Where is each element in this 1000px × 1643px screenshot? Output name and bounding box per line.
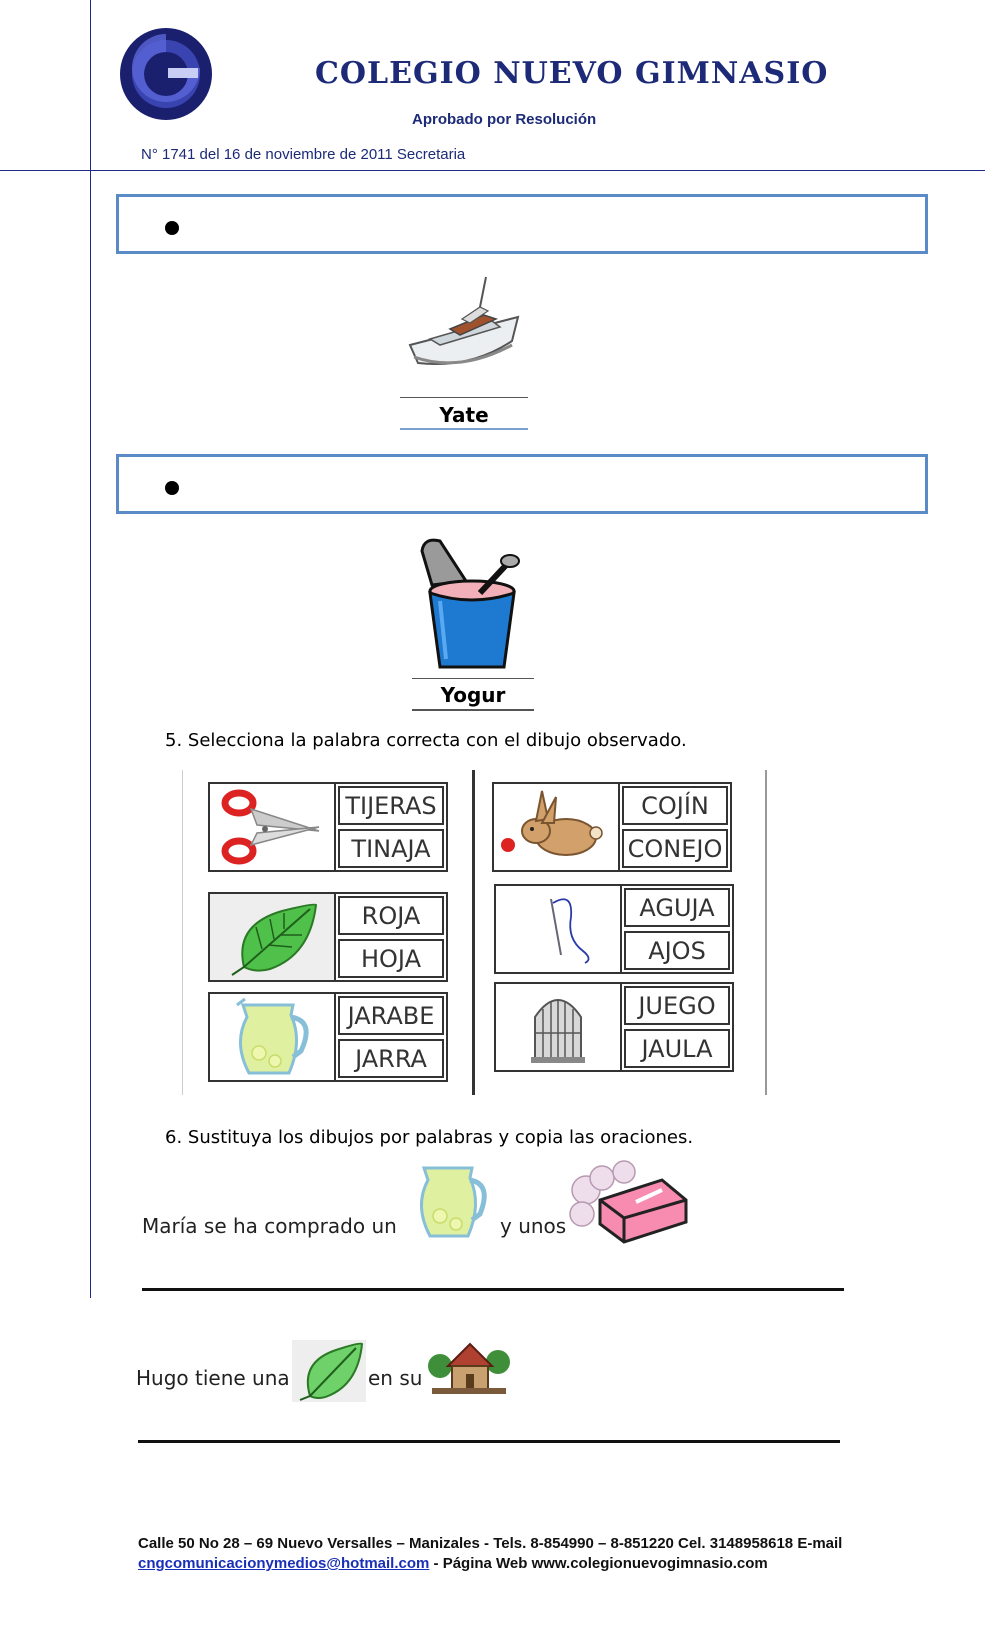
- word-option[interactable]: JARABE: [338, 996, 444, 1035]
- leaf-icon: [292, 1340, 366, 1402]
- website-text: - Página Web www.colegionuevogimnasio.com: [429, 1555, 768, 1572]
- email-link[interactable]: cngcomunicacionymedios@hotmail.com: [138, 1555, 430, 1572]
- scissors-icon: [217, 787, 327, 867]
- footer-address: Calle 50 No 28 – 69 Nuevo Versalles – Manizales - Tels. 8-854990 – 8-851220 Cel. 3148958618 E-mail: [138, 1535, 843, 1552]
- rabbit-icon: [498, 785, 614, 869]
- bullet-icon: [165, 221, 179, 235]
- caption-rule-bottom: [412, 709, 534, 711]
- yogurt-icon: [410, 535, 534, 675]
- picture-cell: [496, 886, 622, 972]
- picture-cell: [210, 994, 336, 1080]
- word-option[interactable]: AGUJA: [624, 888, 730, 927]
- answer-box-1[interactable]: [116, 194, 928, 254]
- picture-cell: [210, 784, 336, 870]
- approval-text: Aprobado por Resolución: [412, 111, 597, 128]
- sentence-1-part-1: María se ha comprado un: [142, 1214, 397, 1238]
- yacht-card: [400, 257, 528, 429]
- word-option[interactable]: AJOS: [624, 931, 730, 970]
- word-option[interactable]: HOJA: [338, 939, 444, 978]
- yogurt-card: [410, 535, 534, 711]
- leaf-icon: [222, 897, 322, 977]
- word-option[interactable]: CONEJO: [622, 829, 728, 868]
- card-jug: [208, 992, 448, 1082]
- word-option[interactable]: JAULA: [624, 1029, 730, 1068]
- school-logo-icon: [116, 22, 220, 126]
- card-needle: [494, 884, 734, 974]
- card-cage: [494, 982, 734, 1072]
- yacht-icon: [400, 257, 528, 397]
- yacht-caption: Yate: [439, 403, 489, 427]
- picture-cell: [494, 784, 620, 870]
- cage-icon: [523, 987, 593, 1067]
- answer-line-1[interactable]: [142, 1288, 844, 1291]
- picture-cell: [210, 894, 336, 980]
- exercise-5-instruction: 5. Selecciona la palabra correcta con el dibujo observado.: [165, 730, 687, 751]
- soap-icon: [566, 1160, 692, 1246]
- card-scissors: [208, 782, 448, 872]
- word-option[interactable]: COJÍN: [622, 786, 728, 825]
- footer-contact: [138, 1555, 768, 1572]
- exercise-6-instruction: 6. Sustituya los dibujos por palabras y copia las oraciones.: [165, 1127, 694, 1148]
- sentence-2-part-2: en su: [368, 1366, 423, 1390]
- answer-box-2[interactable]: [116, 454, 928, 514]
- jug-icon: [227, 995, 317, 1079]
- word-option[interactable]: ROJA: [338, 896, 444, 935]
- word-option[interactable]: JUEGO: [624, 986, 730, 1025]
- needle-icon: [513, 889, 603, 969]
- caption-rule-top: [400, 397, 528, 398]
- word-option[interactable]: JARRA: [338, 1039, 444, 1078]
- jug-icon: [410, 1160, 494, 1242]
- word-option[interactable]: TIJERAS: [338, 786, 444, 825]
- card-rabbit: [492, 782, 732, 872]
- picture-cell: [496, 984, 622, 1070]
- margin-line-vertical: [90, 0, 91, 1298]
- grid-divider: [472, 770, 475, 1095]
- caption-rule-top: [412, 678, 534, 679]
- card-leaf: [208, 892, 448, 982]
- resolution-text: N° 1741 del 16 de noviembre de 2011 Secretaria: [141, 146, 466, 163]
- word-option[interactable]: TINAJA: [338, 829, 444, 868]
- sentence-1-part-2: y unos: [500, 1214, 567, 1238]
- bullet-icon: [165, 481, 179, 495]
- caption-rule-bottom: [400, 428, 528, 430]
- header-divider: [0, 170, 985, 171]
- school-name: COLEGIO NUEVO GIMNASIO: [315, 56, 829, 91]
- sentence-2-part-1: Hugo tiene una: [136, 1366, 290, 1390]
- answer-line-2[interactable]: [138, 1440, 840, 1443]
- house-icon: [428, 1336, 510, 1400]
- yogurt-caption: Yogur: [440, 683, 506, 707]
